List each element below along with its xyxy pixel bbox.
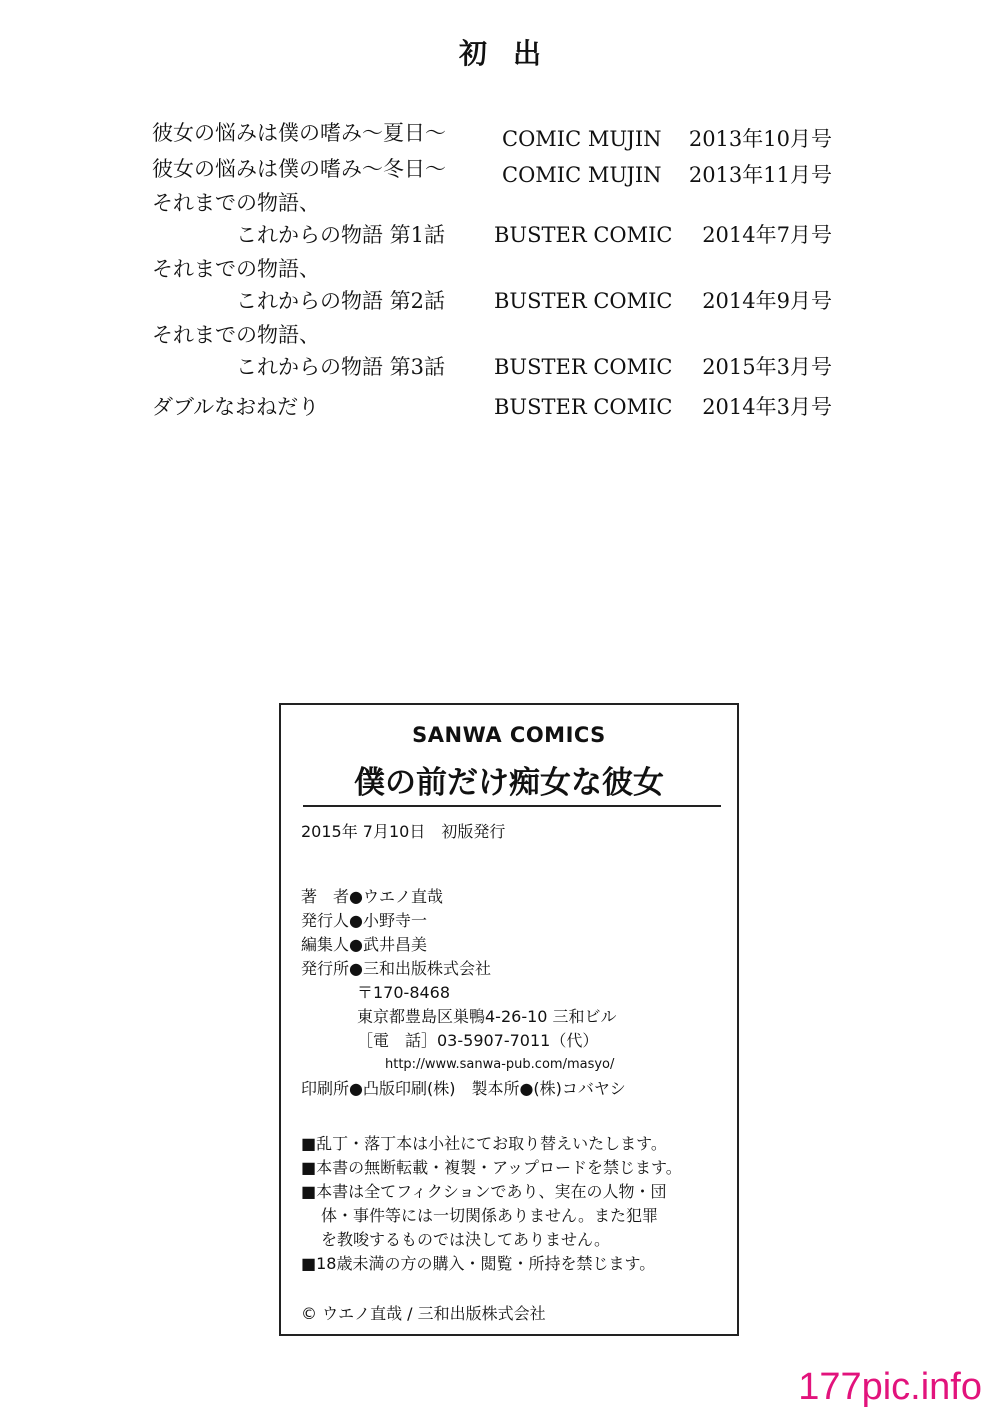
publication-magazine: BUSTER COMIC	[494, 355, 673, 379]
page-heading: 初出	[458, 37, 567, 70]
notice-continuation: を教唆するものでは決してありません。	[321, 1230, 610, 1249]
publication-row	[152, 188, 832, 254]
publication-title-line2: これからの物語 第2話	[236, 289, 446, 313]
publication-title: 彼女の悩みは僕の嗜み～冬日～	[152, 157, 446, 181]
credit-editor: 編集人●武井昌美	[301, 935, 427, 954]
publication-title-line1: それまでの物語、	[152, 191, 320, 215]
publication-issue: 2014年9月号	[702, 289, 832, 313]
publication-title-line1: それまでの物語、	[152, 257, 320, 281]
notice-item: ■本書は全てフィクションであり、実在の人物・団	[301, 1182, 667, 1201]
credit-publishing-house: 発行所●三和出版株式会社	[301, 959, 491, 978]
title-divider	[303, 805, 721, 807]
first-publication-list	[152, 118, 832, 418]
publication-issue: 2013年10月号	[688, 127, 832, 151]
address: 東京都豊島区巣鴨4-26-10 三和ビル	[357, 1007, 617, 1026]
watermark-text: 177pic.info	[798, 1366, 982, 1408]
website-url: http://www.sanwa-pub.com/masyo/	[385, 1057, 615, 1072]
colophon-box	[279, 703, 739, 1336]
release-date: 2015年 7月10日 初版発行	[301, 822, 506, 841]
publication-magazine: BUSTER COMIC	[494, 223, 673, 247]
notice-continuation: 体・事件等には一切関係ありません。また犯罪	[321, 1206, 658, 1225]
publication-row	[152, 386, 832, 418]
copyright-line: © ウエノ直哉 / 三和出版株式会社	[301, 1304, 546, 1323]
notice-item: ■18歳未満の方の購入・閲覧・所持を禁じます。	[301, 1254, 656, 1273]
publication-row	[152, 254, 832, 320]
publication-issue: 2015年3月号	[702, 355, 832, 379]
publication-magazine: BUSTER COMIC	[494, 289, 673, 313]
publication-issue: 2014年3月号	[702, 395, 832, 419]
notices-block	[301, 1132, 682, 1276]
publication-row	[152, 154, 832, 186]
publication-row	[152, 320, 832, 386]
notice-item: ■本書の無断転載・複製・アップロードを禁じます。	[301, 1158, 682, 1177]
credit-author: 著 者●ウエノ直哉	[301, 887, 443, 906]
phone: ［電 話］03-5907-7011（代）	[357, 1031, 599, 1050]
publication-title: 彼女の悩みは僕の嗜み～夏日～	[152, 121, 446, 145]
notice-item: ■乱丁・落丁本は小社にてお取り替えいたします。	[301, 1134, 667, 1153]
publication-issue: 2013年11月号	[688, 163, 832, 187]
publication-magazine: BUSTER COMIC	[494, 395, 673, 419]
publication-issue: 2014年7月号	[702, 223, 832, 247]
publisher-brand: SANWA COMICS	[412, 723, 606, 747]
publication-title-line2: これからの物語 第1話	[236, 223, 446, 247]
credits-block	[301, 885, 626, 1101]
printer-binder: 印刷所●凸版印刷(株) 製本所●(株)コバヤシ	[301, 1079, 626, 1098]
publication-title: ダブルなおねだり	[152, 395, 320, 419]
publication-magazine: COMIC MUJIN	[502, 127, 662, 151]
publication-title-line2: これからの物語 第3話	[236, 355, 446, 379]
publication-row	[152, 118, 832, 150]
publication-magazine: COMIC MUJIN	[502, 163, 662, 187]
credit-publisher-person: 発行人●小野寺一	[301, 911, 427, 930]
book-title: 僕の前だけ痴女な彼女	[354, 765, 664, 801]
postal-code: 〒170-8468	[357, 983, 451, 1002]
publication-title-line1: それまでの物語、	[152, 323, 320, 347]
